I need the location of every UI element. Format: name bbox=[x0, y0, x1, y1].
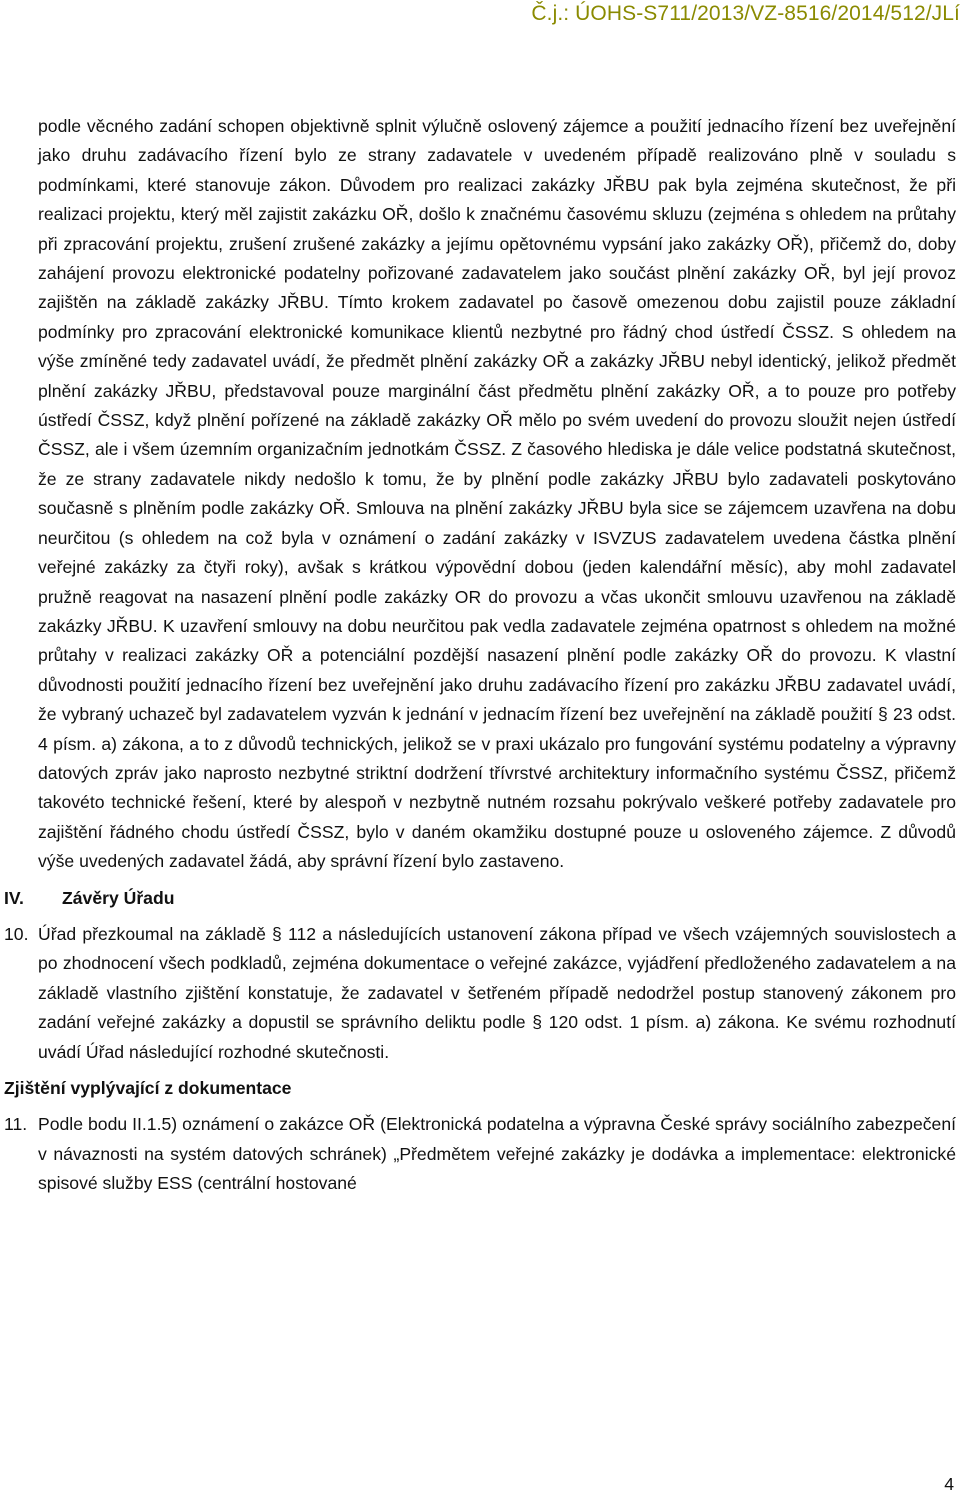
paragraph-text: Podle bodu II.1.5) oznámení o zakázce OŘ (Elektronická podatelna a výpravna České správy sociálního zabezpečení v návaznosti na systém datových schránek) „Předmětem veřejné zakázky je dodávka a implementace: elektronické spisové služby ESS (centrální hostované bbox=[38, 1114, 956, 1194]
continuation-paragraph: podle věcného zadání schopen objektivně splnit výlučně oslovený zájemce a použití jednacího řízení bez uveřejnění jako druhu zadávacího řízení bylo ze strany zadavatele v uvedeném případě realizováno plně v souladu s podmínkami, které stanovuje zákon. Důvodem pro realizaci zakázky JŘBU pak byla zejména skutečnost, že při realizaci projektu, který měl zajistit zakázku OŘ, došlo k značnému časovému skluzu (zejména s ohledem na průtahy při zpracování projektu, zrušení zrušené zakázky a jejímu opětovnému vypsání jako zakázky OŘ), přičemž do, doby zahájení provozu elektronické podatelny pořizované zadavatelem jako součást plnění zakázky OŘ, byl její provoz zajištěn na základě zakázky JŘBU. Tímto krokem zadavatel po časově omezenou dobu zajistil pouze základní podmínky pro zpracování elektronické komunikace klientů nezbytné pro řádný chod ústředí ČSSZ. S ohledem na výše zmíněné tedy zadavatel uvádí, že předmět plnění zakázky OŘ a zakázky JŘBU nebyl identický, jelikož předmět plnění zakázky JŘBU, představoval pouze marginální část předmětu plnění zakázky OŘ, a to pouze pro potřeby ústředí ČSSZ, když plnění pořízené na základě zakázky OŘ mělo po svém uvedení do provozu sloužit nejen ústředí ČSSZ, ale i všem územním organizačním jednotkám ČSSZ. Z časového hlediska je dále velice podstatná skutečnost, že ze strany zadavatele nikdy nedošlo k tomu, že by plnění podle zakázky JŘBU bylo zadavateli poskytováno současně s plněním podle zakázky OŘ. Smlouva na plnění zakázky JŘBU byla sice se zájemcem uzavřena na dobu neurčitou (s ohledem na což byla v oznámení o zadání zakázky v ISVZUS zadavatelem uvedena částka plnění veřejné zakázky za čtyři roky), avšak s krátkou výpovědní dobou (jeden kalendářní měsíc), aby mohl zadavatel pružně reagovat na nasazení plnění podle zakázky OR do provozu a včas ukončit smlouvu uzavřenou na základě zakázky JŘBU. K uzavření smlouvy na dobu neurčitou pak vedla zadavatele zejména opatrnost s ohledem na možné průtahy v realizaci zakázky OŘ a potenciální pozdější nasazení plnění podle zakázky OŘ do provozu. K vlastní důvodnosti použití jednacího řízení bez uveřejnění jako druhu zadávacího řízení pro zakázku JŘBU zadavatel uvádí, že vybraný uchazeč byl zadavatelem vyzván k jednání v jednacím řízení bez uveřejnění na základě použití § 23 odst. 4 písm. a) zákona, a to z důvodů technických, jelikož se v praxi ukázalo pro fungování systému podatelny a výpravny datových zpráv jako naprosto nezbytné striktní dodržení třívrstvé architektury informačního systému ČSSZ, přičemž takovéto technické řešení, které by alespoň v nezbytně nutném rozsahu pokrývalo veškeré potřeby zadavatele pro zajištění řádného chodu ústředí ČSSZ, bylo v daném okamžiku dostupné pouze u osloveného zájemce. Z důvodů výše uvedených zadavatel žádá, aby správní řízení bylo zastaveno. bbox=[38, 116, 956, 872]
paragraph-number: 10. bbox=[4, 923, 29, 944]
page-number: 4 bbox=[944, 1474, 954, 1494]
numbered-paragraph-10 bbox=[0, 920, 960, 1067]
subheading: Zjištění vyplývající z dokumentace bbox=[4, 1077, 292, 1098]
numbered-paragraph-11 bbox=[0, 1110, 960, 1198]
paragraph-number: 11. bbox=[4, 1114, 28, 1135]
paragraph-text: Úřad přezkoumal na základě § 112 a následujících ustanovení zákona případ ve všech vzájemných souvislostech a po zhodnocení všech podkladů, zejména dokumentace o veřejné zakázce, vyjádření předloženého zadavatelem a na základě vlastního zjištění konstatuje, že zadavatel v šetřeném případě nedodržel postup stanovený zákonem pro zadání veřejné zakázky a dopustil se správního deliktu podle § 120 odst. 1 písm. a) zákona. Ke svému rozhodnutí uvádí Úřad následující rozhodné skutečnosti. bbox=[38, 923, 956, 1062]
section-number: IV. bbox=[4, 887, 24, 908]
document-reference-number: Č.j.: ÚOHS-S711/2013/VZ-8516/2014/512/JLí bbox=[531, 2, 960, 25]
section-heading bbox=[0, 884, 960, 913]
section-title: Závěry Úřadu bbox=[62, 887, 175, 908]
document-body bbox=[0, 112, 960, 1199]
